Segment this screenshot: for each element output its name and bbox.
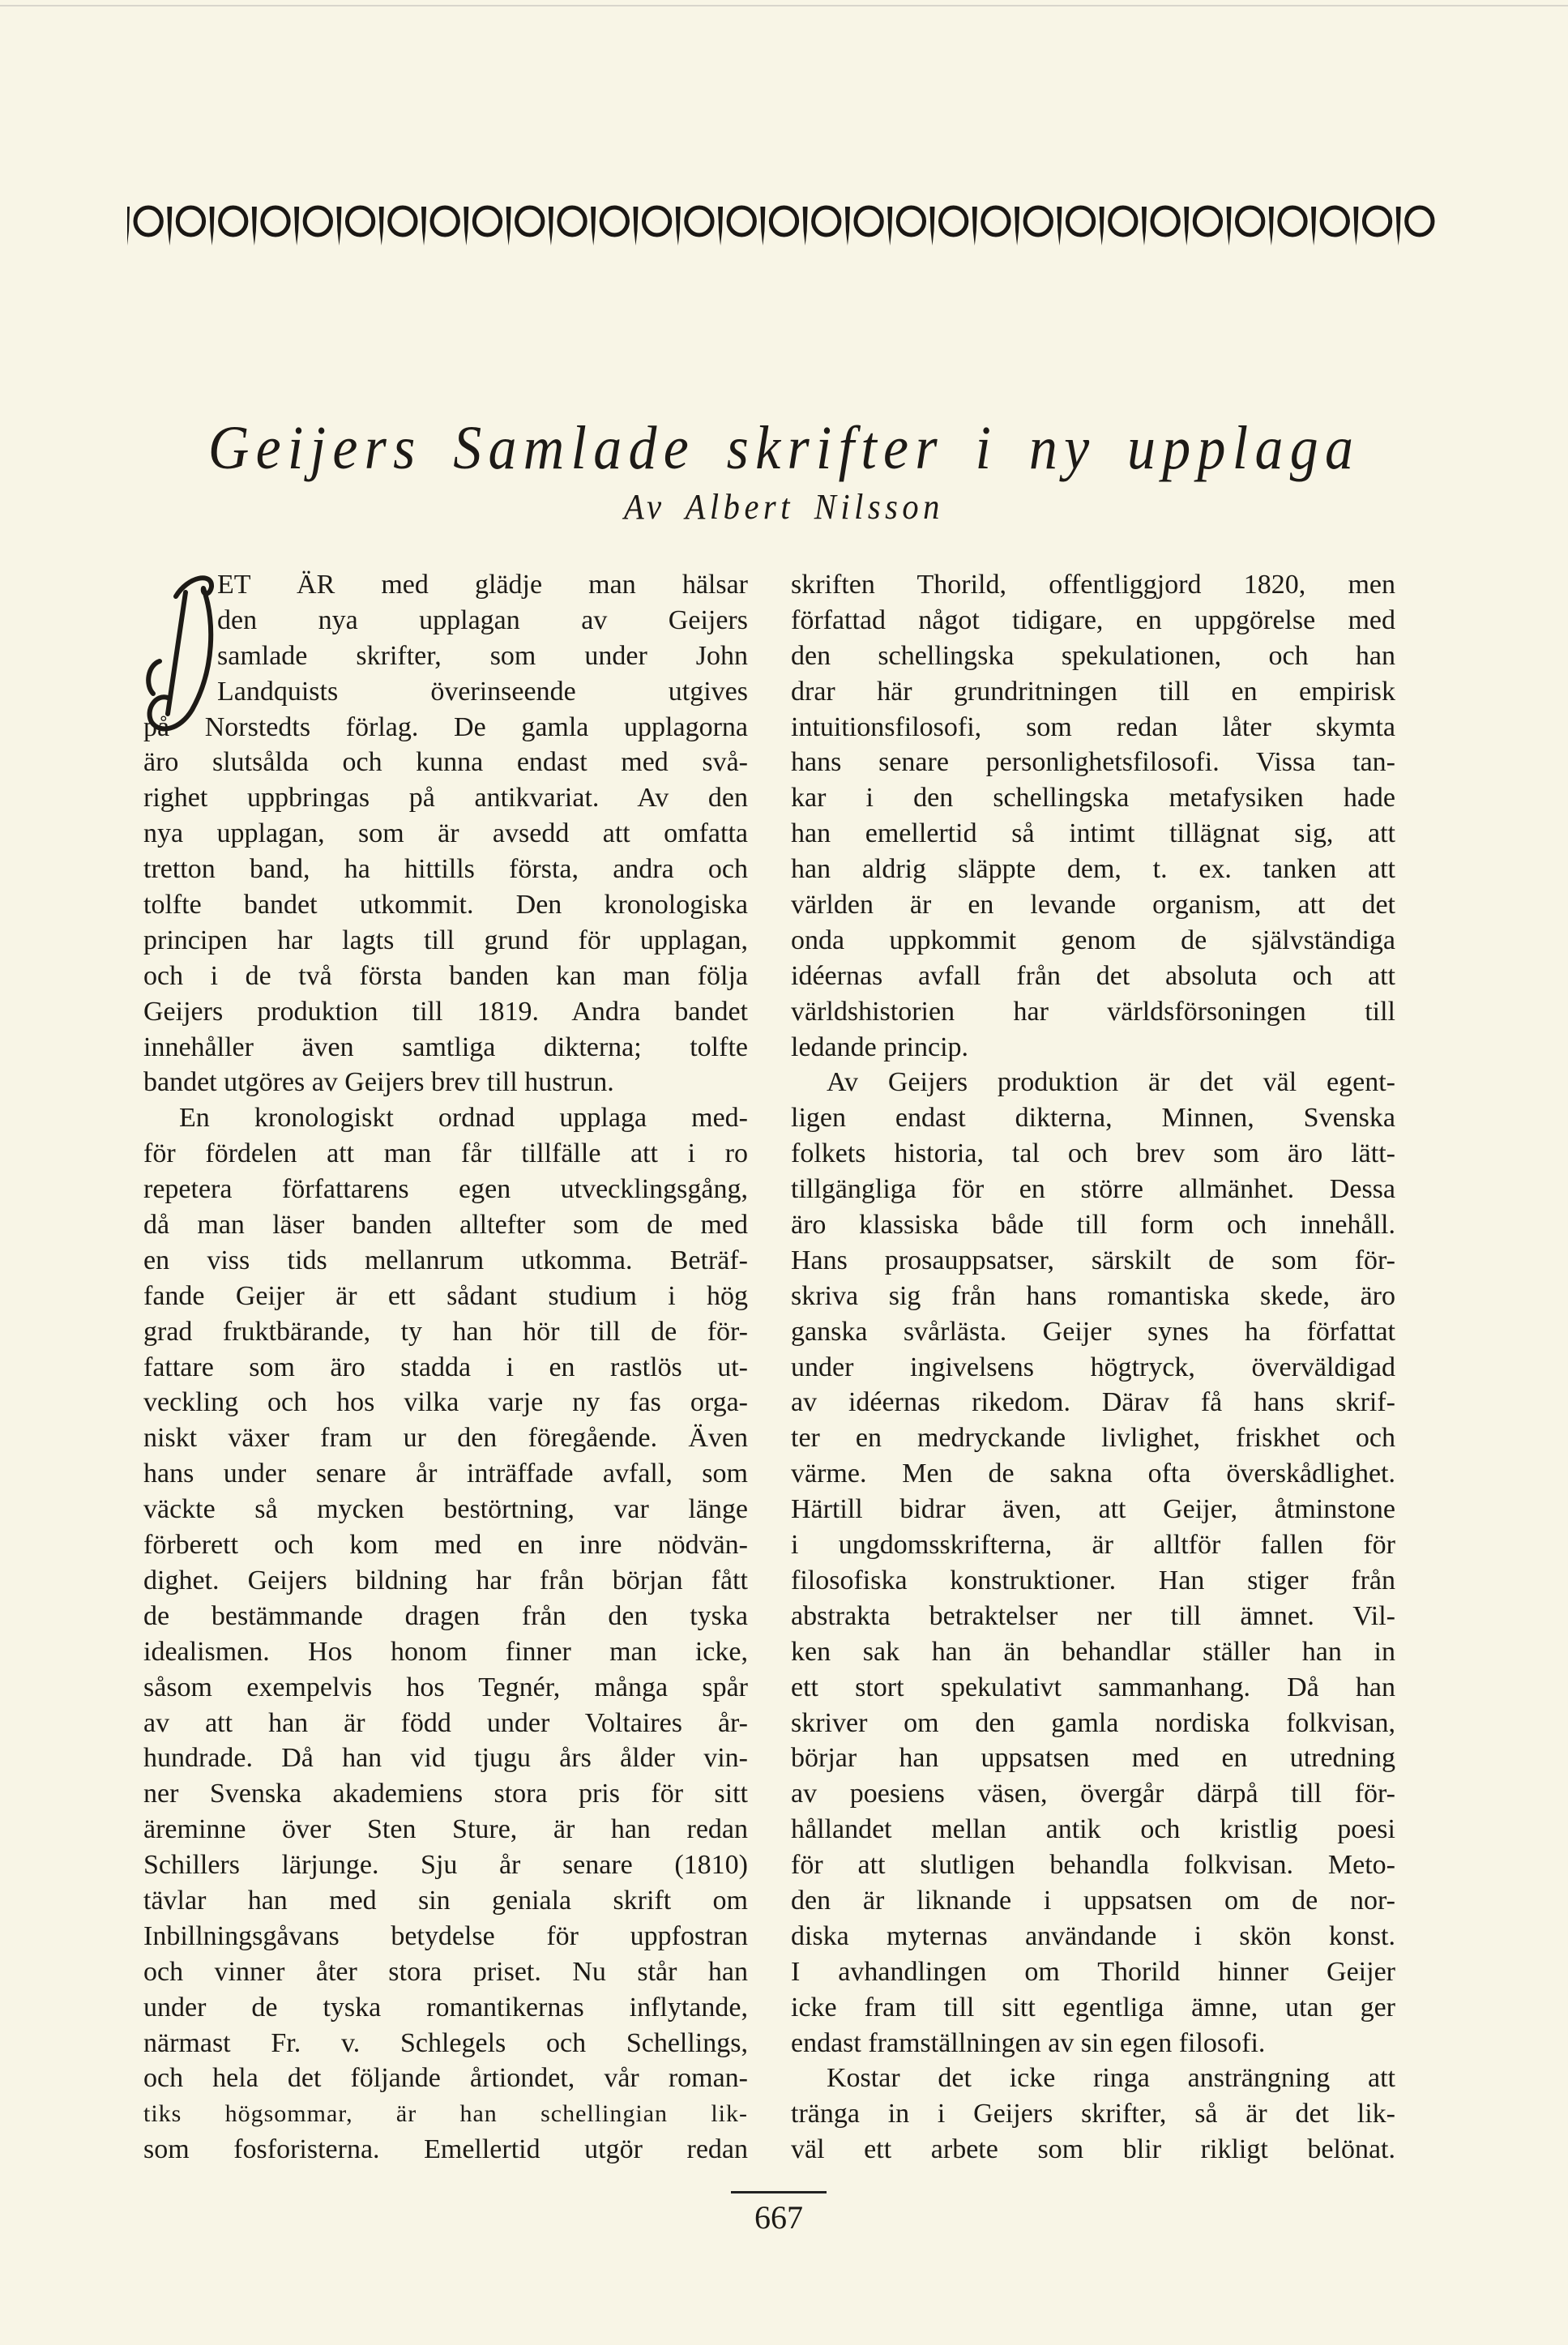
text-line: Geijers produktion till 1819. Andra bandet [143, 996, 748, 1027]
ornament-oval [898, 207, 924, 235]
text-line: folkets historia, tal och brev som äro lätt- [791, 1138, 1395, 1169]
text-line: den nya upplagan av Geijers [217, 604, 748, 635]
text-line: ter en medryckande livlighet, friskhet och [791, 1423, 1395, 1454]
ornamental-border [127, 202, 1441, 247]
text-line: fattare som äro stadda i en rastlös ut- [143, 1352, 748, 1382]
text-line: han aldrig släppte dem, t. ex. tanken att [791, 854, 1395, 885]
text-line: författad något tidigare, en uppgörelse med [791, 604, 1395, 635]
ornament-spike [1353, 207, 1358, 246]
ornament-spike [549, 207, 553, 246]
ornament-oval [1237, 207, 1263, 235]
text-line: för att slutligen behandla folkvisan. Meto- [791, 1850, 1395, 1881]
ornament-oval [983, 207, 1009, 235]
ornament-spike [887, 207, 892, 246]
ornament-oval [432, 207, 458, 235]
text-line: diska myternas användande i skön konst. [791, 1920, 1395, 1951]
text-line: hållandet mellan antik och kristlig poesi [791, 1814, 1395, 1845]
text-line: äreminne över Sten Sture, är han redan [143, 1814, 748, 1845]
text-line: filosofiska konstruktioner. Han stiger från [791, 1565, 1395, 1595]
text-line: tävlar han med sin geniala skrift om [143, 1885, 748, 1916]
text-line: värme. Men de sakna ofta överskådlighet. [791, 1459, 1395, 1489]
ornament-oval [1152, 207, 1178, 235]
text-line: ett stort spekulativt sammanhang. Då han [791, 1672, 1395, 1702]
ornament-oval [686, 207, 712, 235]
text-line: ken sak han än behandlar ställer han in [791, 1636, 1395, 1667]
ornament-spike [252, 207, 257, 246]
ornament-spike [1311, 207, 1316, 246]
text-line: den schellingska spekulationen, och han [791, 640, 1395, 671]
text-line: världen är en levande organism, att det [791, 890, 1395, 920]
ornament-spike [1269, 207, 1274, 246]
text-line: endast framställningen av sin egen filosofi. [791, 2027, 1266, 2058]
text-line: skriften Thorild, offentliggjord 1820, men [791, 570, 1395, 600]
column-left [143, 567, 748, 2168]
page-number-rule [731, 2191, 827, 2193]
text-line: och vinner åter stora priset. Nu står han [143, 1956, 748, 1987]
text-line: idéernas avfall från det absoluta och att [791, 960, 1395, 991]
ornament-oval [1280, 207, 1305, 235]
text-line: icke fram till sitt egentliga ämne, utan ger [791, 1992, 1395, 2023]
ornament-spike [718, 207, 723, 246]
text-line: abstrakta betraktelser ner till ämnet. Vil- [791, 1600, 1395, 1631]
ornament-spike [1227, 207, 1232, 246]
text-line: grad fruktbärande, ty han hör till de för- [143, 1316, 748, 1347]
ornament-oval [305, 207, 331, 235]
text-line: och i de två första banden kan man följa [143, 960, 748, 991]
ornament-oval [1110, 207, 1136, 235]
ornament-spike [127, 207, 130, 246]
ornament-spike [760, 207, 765, 246]
text-line: äro klassiska både till form och innehåll. [791, 1210, 1395, 1241]
text-line: ligen endast dikterna, Minnen, Svenska [791, 1103, 1395, 1134]
ornament-spike [336, 207, 341, 246]
text-line: Härtill bidrar även, att Geijer, åtminstone [791, 1494, 1395, 1525]
scan-edge-line [0, 5, 1568, 6]
ornament-oval [728, 207, 754, 235]
ornament-oval [601, 207, 627, 235]
text-line: han emellertid så intimt tillägnat sig, att [791, 818, 1395, 849]
text-line: skriva sig från hans romantiska skede, äro [791, 1280, 1395, 1311]
text-line: fande Geijer är ett sådant studium i hög [143, 1280, 748, 1311]
text-line: den är liknande i uppsatsen om de nor- [791, 1885, 1395, 1916]
ornament-spike [464, 207, 468, 246]
text-line: righet uppbringas på antikvariat. Av den [143, 783, 748, 814]
text-line: hans under senare år inträffade avfall, som [143, 1459, 748, 1489]
text-line: En kronologiskt ordnad upplaga med- [179, 1103, 748, 1134]
ornament-spike [1015, 207, 1019, 246]
ornament-oval [135, 207, 161, 235]
text-line: och hela det följande årtiondet, vår roman- [143, 2063, 748, 2094]
text-line: principen har lagts till grund för upplagan, [143, 925, 748, 955]
text-line: under ingivelsens högtryck, överväldigad [791, 1352, 1395, 1382]
text-line: skriver om den gamla nordiska folkvisan, [791, 1707, 1395, 1738]
text-line: tolfte bandet utkommit. Den kronologiska [143, 890, 748, 920]
text-line: av idéernas rikedom. Därav få hans skrif- [791, 1387, 1395, 1418]
text-line: för fördelen att man får tillfälle att i ro [143, 1138, 748, 1169]
ornament-oval [856, 207, 882, 235]
ornament-spike [676, 207, 681, 246]
text-line: såsom exempelvis hos Tegnér, många spår [143, 1672, 748, 1702]
ornament-spike [1396, 207, 1401, 246]
ornament-oval [1067, 207, 1093, 235]
text-line: ledande princip. [791, 1032, 969, 1062]
ornament-spike [803, 207, 808, 246]
text-line: samlade skrifter, som under John [217, 640, 748, 671]
text-line: ganska svårlästa. Geijer synes ha författat [791, 1316, 1395, 1347]
text-line: hundrade. Då han vid tjugu års ålder vin- [143, 1743, 748, 1774]
text-line: av poesiens väsen, övergår därpå till för- [791, 1779, 1395, 1809]
text-line: Inbillningsgåvans betydelse för uppfostran [143, 1920, 748, 1951]
ornament-spike [421, 207, 426, 246]
text-line: som fosforisterna. Emellertid utgör redan [143, 2134, 748, 2165]
ornament-spike [210, 207, 215, 246]
text-line: av att han är född under Voltaires år- [143, 1707, 748, 1738]
text-line: ner Svenska akademiens stora pris för sitt [143, 1779, 748, 1809]
text-line: nya upplagan, som är avsedd att omfatta [143, 818, 748, 849]
ornament-oval [1194, 207, 1220, 235]
text-line: dighet. Geijers bildning har från början fått [143, 1565, 748, 1595]
text-line: intuitionsfilosofi, som redan låter skymta [791, 711, 1395, 742]
text-line: då man läser banden alltefter som de med [143, 1210, 748, 1241]
page-number: 667 [754, 2199, 803, 2236]
text-line: tiks högsommar, är han schellingian lik- [143, 2100, 748, 2128]
article-title: Geijers Samlade skrifter i ny upplaga [207, 413, 1361, 482]
text-line: Kostar det icke ringa ansträngning att [827, 2063, 1395, 2094]
ornament-spike [591, 207, 596, 246]
text-line: förberett och kom med en inre nödvän- [143, 1530, 748, 1561]
ornament-oval [1025, 207, 1051, 235]
text-line: på Norstedts förlag. De gamla upplagorna [143, 711, 748, 742]
ornament-spike [1057, 207, 1062, 246]
ornament-spike [167, 207, 172, 246]
ornament-spike [633, 207, 638, 246]
text-line: Av Geijers produktion är det väl egent- [827, 1067, 1395, 1098]
ornament-oval [559, 207, 585, 235]
text-line: tränga in i Geijers skrifter, så är det lik- [791, 2099, 1395, 2129]
ornament-oval [771, 207, 797, 235]
article-byline: Av Albert Nilsson [624, 487, 944, 527]
text-line: väckte så mycken bestörtning, var länge [143, 1494, 748, 1525]
text-line: under de tyska romantikernas inflytande, [143, 1992, 748, 2023]
text-line: hans senare personlighetsfilosofi. Vissa tan- [791, 747, 1395, 778]
text-line: I avhandlingen om Thorild hinner Geijer [791, 1956, 1395, 1987]
ornament-oval [263, 207, 288, 235]
text-line: tretton band, ha hittills första, andra och [143, 854, 748, 885]
text-line: en viss tids mellanrum utkomma. Beträf- [143, 1245, 748, 1275]
text-line: drar här grundritningen till en empirisk [791, 676, 1395, 707]
ornament-oval [1322, 207, 1348, 235]
ornament-oval [814, 207, 840, 235]
ornament-oval [220, 207, 246, 235]
ornament-spike [379, 207, 384, 246]
ornament-spike [1100, 207, 1104, 246]
ornament-oval [347, 207, 373, 235]
ornament-oval [390, 207, 416, 235]
text-line: onda uppkommit genom de självständiga [791, 925, 1395, 955]
ornament-spike [972, 207, 977, 246]
text-line: repetera författarens egen utvecklingsgång, [143, 1174, 748, 1205]
ornament-oval [517, 207, 543, 235]
text-line: väl ett arbete som blir rikligt belönat. [791, 2134, 1395, 2165]
ornament-oval [1364, 207, 1390, 235]
column-right [791, 567, 1395, 2168]
text-line: ET ÄR med glädje man hälsar [217, 570, 748, 600]
ornament-spike [845, 207, 850, 246]
text-line: innehåller även samtliga dikterna; tolfte [143, 1032, 748, 1062]
text-line: idealismen. Hos honom finner man icke, [143, 1636, 748, 1667]
text-line: niskt växer fram ur den föregående. Även [143, 1423, 748, 1454]
ornament-spike [1184, 207, 1189, 246]
text-line: börjar han uppsatsen med en utredning [791, 1743, 1395, 1774]
ornament-oval [1407, 207, 1433, 235]
text-line: veckling och hos vilka varje ny fas orga- [143, 1387, 748, 1418]
ornament-spike [1142, 207, 1147, 246]
text-line: äro slutsålda och kunna endast med svå- [143, 747, 748, 778]
text-line: de bestämmande dragen från den tyska [143, 1600, 748, 1631]
text-line: i ungdomsskrifterna, är alltför fallen för [791, 1530, 1395, 1561]
text-line: bandet utgöres av Geijers brev till hustrun. [143, 1067, 614, 1098]
text-line: närmast Fr. v. Schlegels och Schellings, [143, 2027, 748, 2058]
text-line: Hans prosauppsatser, särskilt de som för- [791, 1245, 1395, 1275]
text-line: Schillers lärjunge. Sju år senare (1810) [143, 1850, 748, 1881]
text-line: världshistorien har världsförsoningen till [791, 996, 1395, 1027]
text-line: Landquists överinseende utgives [217, 676, 748, 707]
ornament-oval [941, 207, 967, 235]
text-line: kar i den schellingska metafysiken hade [791, 783, 1395, 814]
text-line: tillgängliga för en större allmänhet. Dessa [791, 1174, 1395, 1205]
ornament-oval [474, 207, 500, 235]
ornament-oval [177, 207, 203, 235]
ornament-spike [294, 207, 299, 246]
ornament-oval [643, 207, 669, 235]
ornament-spike [930, 207, 935, 246]
ornament-spike [506, 207, 511, 246]
